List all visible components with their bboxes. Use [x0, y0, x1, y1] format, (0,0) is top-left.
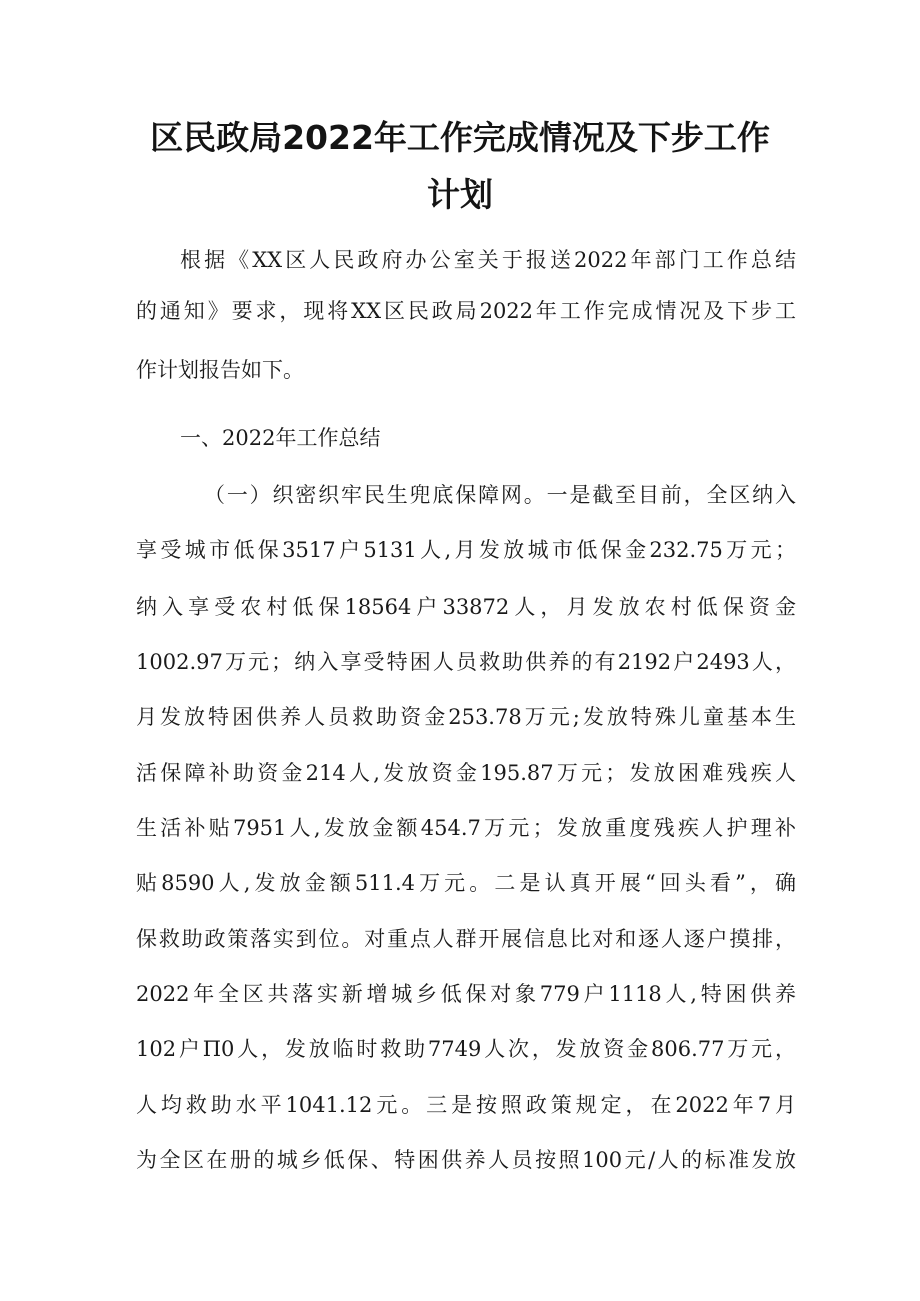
- paragraph-1-line-12: 人均救助水平1041.12元。三是按照政策规定，在2022年7月: [136, 1093, 796, 1117]
- paragraph-1-line-4: 1002.97万元；纳入享受特困人员救助供养的有2192户2493人，: [136, 650, 796, 674]
- paragraph-1-line-7: 生活补贴7951人,发放金额454.7万元；发放重度残疾人护理补: [136, 816, 796, 840]
- paragraph-1-line-3: 纳入享受农村低保18564户33872人，月发放农村低保资金: [136, 595, 796, 619]
- paragraph-1-line-10: 2022年全区共落实新增城乡低保对象779户1118人,特困供养: [136, 982, 796, 1006]
- paragraph-1-line-13: 为全区在册的城乡低保、特困供养人员按照100元/人的标准发放: [136, 1148, 796, 1172]
- paragraph-1-line-11: 102户Π0人，发放临时救助7749人次，发放资金806.77万元，: [136, 1037, 796, 1061]
- document-title-line-2: 计划: [427, 175, 493, 214]
- paragraph-intro-line-1: 根据《XX区人民政府办公室关于报送2022年部门工作总结: [180, 248, 796, 272]
- paragraph-1-line-6: 活保障补助资金214人,发放资金195.87万元；发放困难残疾人: [136, 761, 796, 785]
- document-title-line-1: 区民政局2022年工作完成情况及下步工作: [150, 118, 770, 157]
- paragraph-1-line-5: 月发放特困供养人员救助资金253.78万元;发放特殊儿童基本生: [136, 705, 796, 729]
- paragraph-1-line-1: （一）织密织牢民生兜底保障网。一是截至目前，全区纳入: [204, 483, 796, 507]
- paragraph-1-line-9: 保救助政策落实到位。对重点人群开展信息比对和逐人逐户摸排，: [136, 927, 796, 951]
- paragraph-1-line-2: 享受城市低保3517户5131人,月发放城市低保金232.75万元；: [136, 538, 796, 562]
- paragraph-intro-line-2: 的通知》要求，现将XX区民政局2022年工作完成情况及下步工: [136, 299, 796, 323]
- section-heading-2022-summary: 一、2022年工作总结: [180, 426, 381, 450]
- paragraph-1-line-8: 贴8590人,发放金额511.4万元。二是认真开展“回头看”，确: [136, 871, 796, 895]
- paragraph-intro-line-3: 作计划报告如下。: [136, 358, 304, 382]
